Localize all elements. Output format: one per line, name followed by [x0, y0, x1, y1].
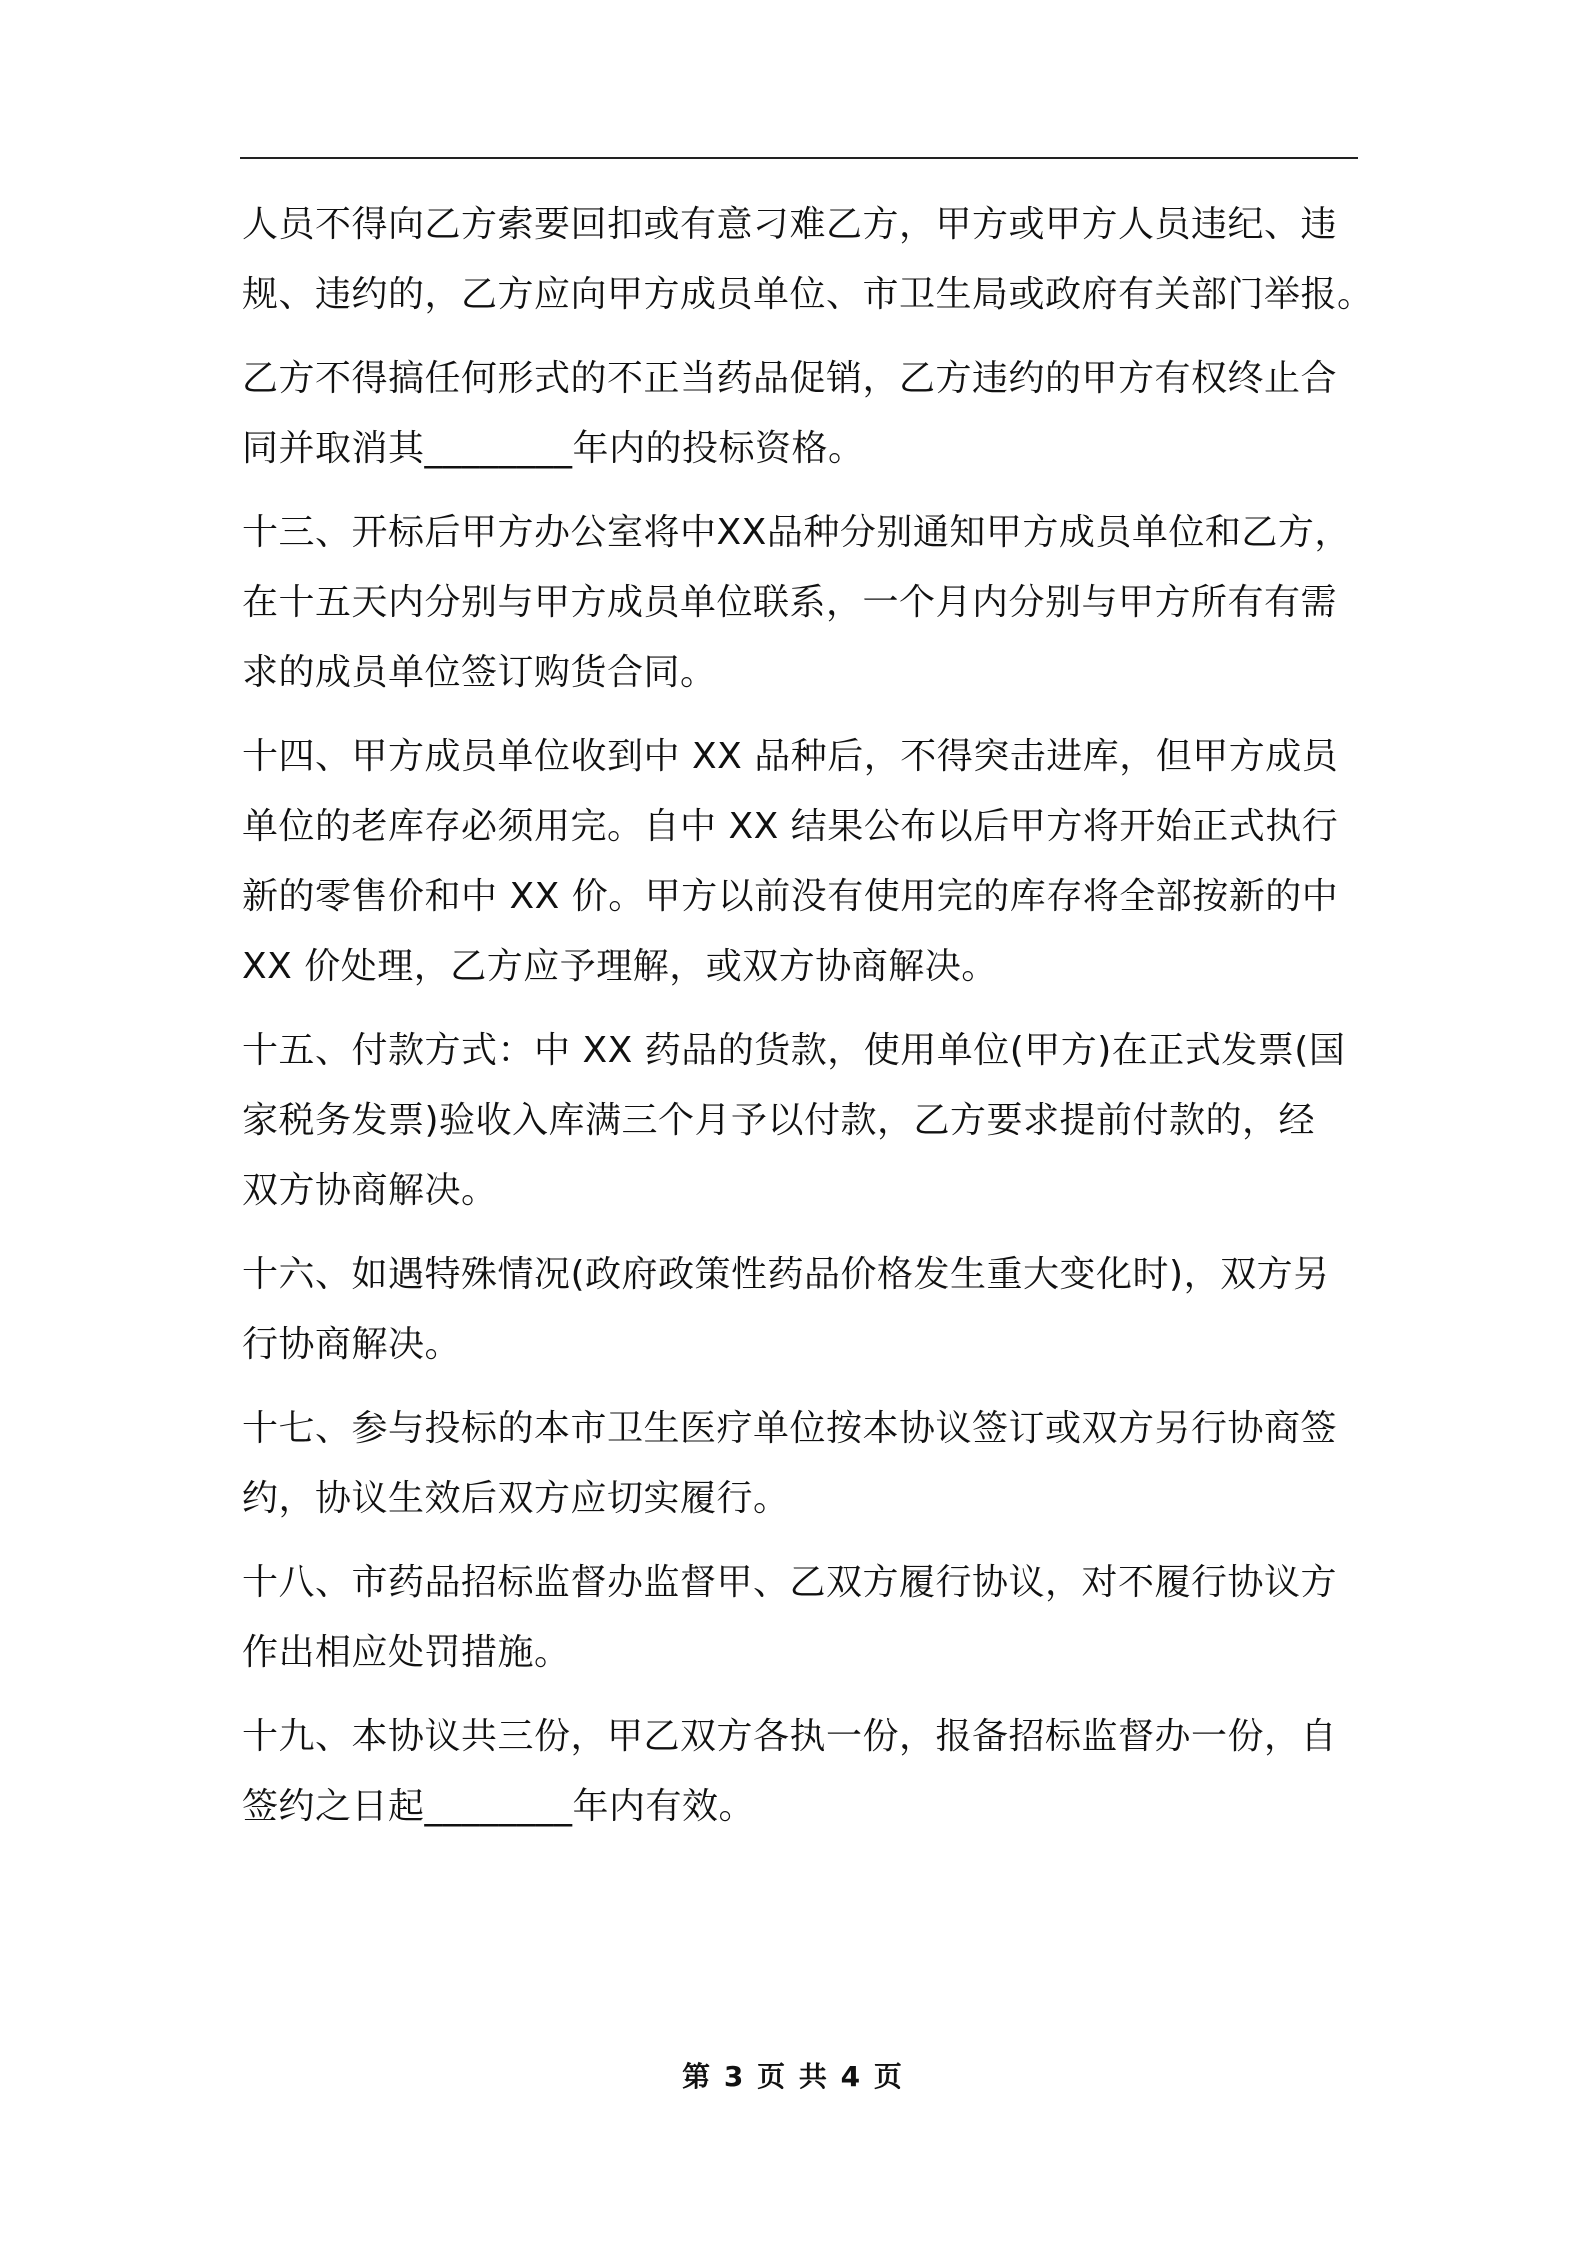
- text-line: 作出相应处罚措施。: [242, 1632, 571, 1673]
- text-line: 在十五天内分别与甲方成员单位联系，一个月内分别与甲方所有有需: [242, 582, 1338, 623]
- header-rule: [240, 157, 1358, 159]
- text-line: 行协商解决。: [242, 1324, 462, 1365]
- text-line: 家税务发票)验收入库满三个月予以付款，乙方要求提前付款的，经: [242, 1100, 1316, 1141]
- clause-19: [242, 1702, 1356, 1842]
- clause-14: [242, 722, 1356, 1002]
- text-line: 十六、如遇特殊情况(政府政策性药品价格发生重大变化时)，双方另: [242, 1254, 1330, 1295]
- text-line: XX 价处理，乙方应予理解，或双方协商解决。: [242, 946, 998, 987]
- document-body: [242, 190, 1374, 1856]
- text-line: 规、违约的，乙方应向甲方成员单位、市卫生局或政府有关部门举报。: [242, 274, 1374, 315]
- clause-18: [242, 1548, 1356, 1688]
- page-number: 第 3 页 共 4 页: [682, 2060, 904, 2093]
- clause-17: [242, 1394, 1356, 1534]
- text-line: 同并取消其________年内的投标资格。: [242, 428, 865, 469]
- clause-15: [242, 1016, 1356, 1226]
- text-line: 乙方不得搞任何形式的不正当药品促销，乙方违约的甲方有权终止合: [242, 358, 1338, 399]
- text-line: 十三、开标后甲方办公室将中XX品种分别通知甲方成员单位和乙方，: [242, 512, 1351, 553]
- text-line: 十四、甲方成员单位收到中 XX 品种后，不得突击进库，但甲方成员: [242, 736, 1339, 777]
- text-line: 求的成员单位签订购货合同。: [242, 652, 717, 693]
- text-line: 约，协议生效后双方应切实履行。: [242, 1478, 790, 1519]
- text-line: 人员不得向乙方索要回扣或有意刁难乙方，甲方或甲方人员违纪、违: [242, 204, 1338, 245]
- text-line: 新的零售价和中 XX 价。甲方以前没有使用完的库存将全部按新的中: [242, 876, 1339, 917]
- clause-16: [242, 1240, 1356, 1380]
- text-line: 十五、付款方式：中 XX 药品的货款，使用单位(甲方)在正式发票(国: [242, 1030, 1346, 1071]
- paragraph: [242, 190, 1374, 330]
- text-line: 单位的老库存必须用完。自中 XX 结果公布以后甲方将开始正式执行: [242, 806, 1339, 847]
- text-line: 双方协商解决。: [242, 1170, 498, 1211]
- text-line: 签约之日起________年内有效。: [242, 1786, 756, 1827]
- clause-13: [242, 498, 1356, 708]
- text-line: 十八、市药品招标监督办监督甲、乙双方履行协议，对不履行协议方: [242, 1562, 1338, 1603]
- paragraph: [242, 344, 1356, 484]
- text-line: 十七、参与投标的本市卫生医疗单位按本协议签订或双方另行协商签: [242, 1408, 1338, 1449]
- text-line: 十九、本协议共三份，甲乙双方各执一份，报备招标监督办一份，自: [242, 1716, 1338, 1757]
